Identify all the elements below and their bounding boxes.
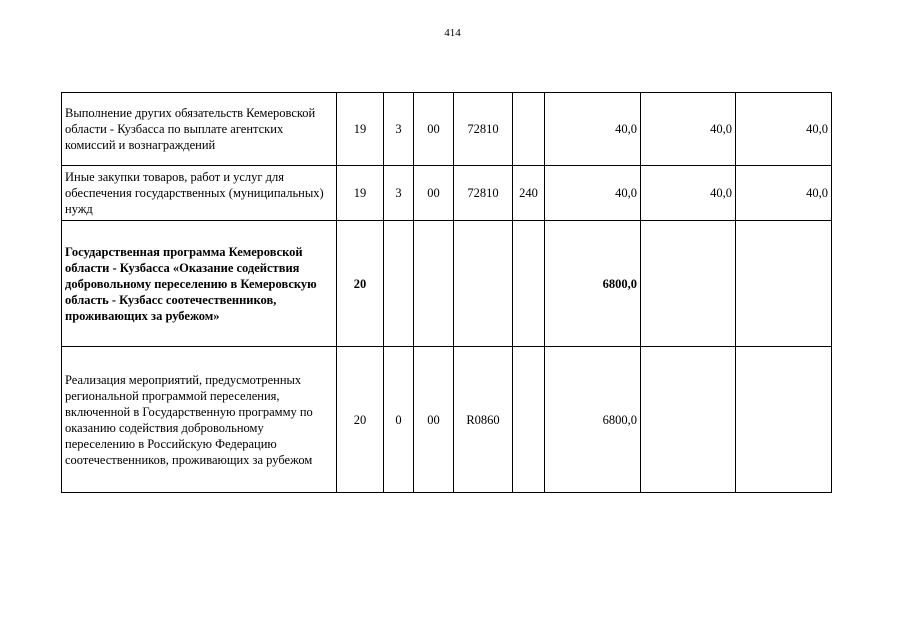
amount-year1-cell: 40,0 (545, 166, 641, 221)
amount-year1-cell: 6800,0 (545, 221, 641, 347)
budget-table (61, 92, 832, 493)
amount-year1-cell: 40,0 (545, 93, 641, 166)
main-activity-code-cell (414, 221, 454, 347)
row-name-cell: Реализация мероприятий, предусмотренных региональной программой переселения, включенной в Государственную программу по оказанию содействия добровольному переселению в Российскую Федерацию соотечественников, проживающих за рубежом (62, 347, 337, 493)
amount-year1-cell: 6800,0 (545, 347, 641, 493)
direction-code-cell (454, 221, 513, 347)
table-body (62, 93, 832, 493)
main-activity-code-cell: 00 (414, 166, 454, 221)
amount-year2-cell (641, 221, 736, 347)
direction-code-cell: R0860 (454, 347, 513, 493)
program-code-cell: 20 (337, 347, 384, 493)
direction-code-cell: 72810 (454, 166, 513, 221)
amount-year2-cell: 40,0 (641, 93, 736, 166)
subprogram-code-cell: 3 (384, 166, 414, 221)
table-row (62, 166, 832, 221)
table-row (62, 347, 832, 493)
expense-type-code-cell: 240 (513, 166, 545, 221)
expense-type-code-cell (513, 347, 545, 493)
amount-year3-cell (736, 221, 832, 347)
table-row (62, 93, 832, 166)
amount-year2-cell (641, 347, 736, 493)
expense-type-code-cell (513, 93, 545, 166)
program-code-cell: 19 (337, 166, 384, 221)
program-code-cell: 20 (337, 221, 384, 347)
amount-year3-cell (736, 347, 832, 493)
row-name-cell: Государственная программа Кемеровской области - Кузбасса «Оказание содействия добровольному переселению в Кемеровскую область - Кузбасс соотечественников, проживающих за рубежом» (62, 221, 337, 347)
subprogram-code-cell (384, 221, 414, 347)
page-number: 414 (444, 27, 461, 39)
direction-code-cell: 72810 (454, 93, 513, 166)
subprogram-code-cell: 0 (384, 347, 414, 493)
amount-year3-cell: 40,0 (736, 166, 832, 221)
table-row (62, 221, 832, 347)
amount-year2-cell: 40,0 (641, 166, 736, 221)
amount-year3-cell: 40,0 (736, 93, 832, 166)
row-name-cell: Иные закупки товаров, работ и услуг для обеспечения государственных (муниципальных) нужд (62, 166, 337, 221)
subprogram-code-cell: 3 (384, 93, 414, 166)
row-name-cell: Выполнение других обязательств Кемеровской области - Кузбасса по выплате агентских комиссий и вознаграждений (62, 93, 337, 166)
main-activity-code-cell: 00 (414, 347, 454, 493)
program-code-cell: 19 (337, 93, 384, 166)
expense-type-code-cell (513, 221, 545, 347)
main-activity-code-cell: 00 (414, 93, 454, 166)
